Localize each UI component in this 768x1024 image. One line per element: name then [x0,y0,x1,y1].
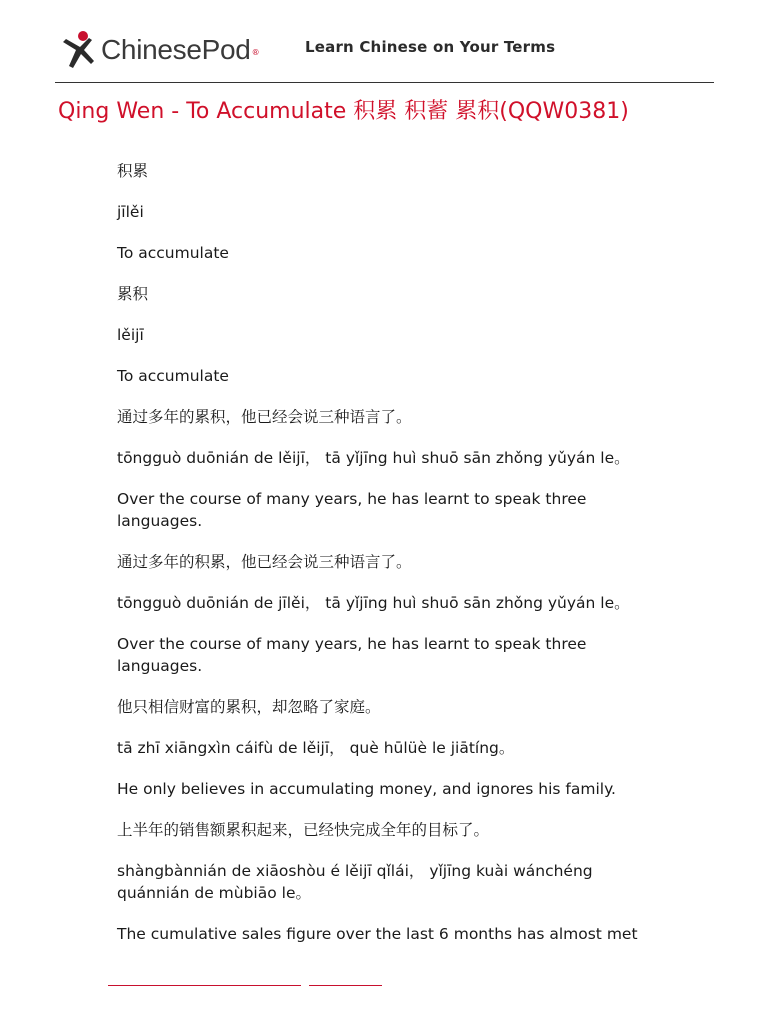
paragraph: 通过多年的积累，他已经会说三种语言了。 [117,553,412,571]
runner-icon [59,30,97,70]
paragraph: The cumulative sales figure over the last 6 months has almost met [117,925,638,943]
paragraph: 他只相信财富的累积，却忽略了家庭。 [117,698,381,716]
footer-link-underline[interactable] [309,985,382,986]
paragraph: tōngguò duōnián de lěijī， tā yǐjīng huì shuō sān zhǒng yǔyán le。 [117,449,630,467]
paragraph: lěijī [117,326,144,344]
tagline: Learn Chinese on Your Terms [305,38,556,56]
paragraph: tōngguò duōnián de jīlěi， tā yǐjīng huì shuō sān zhǒng yǔyán le。 [117,594,630,612]
page-header [55,22,714,83]
brand-name: ChinesePod [101,34,251,65]
paragraph: shàngbànnián de xiāoshòu é lěijī qǐlái， yǐjīng kuài wánchéng quánnián de mùbiāo le。 [117,862,593,902]
paragraph: Over the course of many years, he has learnt to speak three languages. [117,490,587,530]
paragraph: jīlěi [117,203,144,221]
footer-link-underline[interactable] [108,985,301,986]
paragraph: 上半年的销售额累积起来，已经快完成全年的目标了。 [117,821,490,839]
lesson-content [117,160,662,964]
page-title: Qing Wen - To Accumulate 积累 积蓄 累积(QQW0381) [58,99,629,124]
paragraph: To accumulate [117,367,229,385]
paragraph: tā zhī xiāngxìn cáifù de lěijī， què hūlüè le jiātíng。 [117,739,515,757]
paragraph: 积累 [117,162,149,180]
paragraph: 累积 [117,285,149,303]
paragraph: Over the course of many years, he has learnt to speak three languages. [117,635,587,675]
paragraph: He only believes in accumulating money, and ignores his family. [117,780,616,798]
chinesepod-logo[interactable] [59,28,260,72]
registered-mark: ® [251,47,260,57]
paragraph: To accumulate [117,244,229,262]
paragraph: 通过多年的累积，他已经会说三种语言了。 [117,408,412,426]
